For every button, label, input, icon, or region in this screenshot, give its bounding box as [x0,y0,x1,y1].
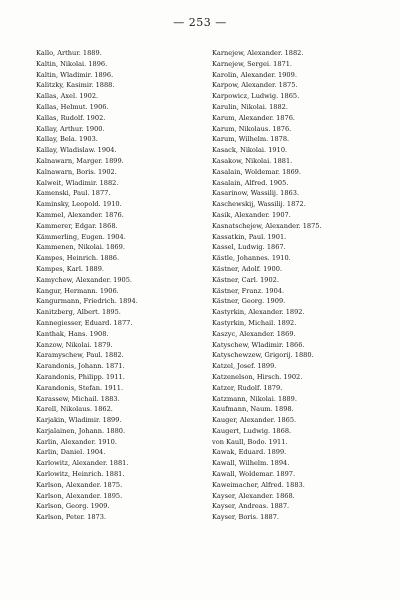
index-entry: Kammerer, Edgar. 1868. [36,221,118,230]
index-entry: Karlson, Alexander. 1895. [36,491,123,500]
index-entry: Karassew, Michail. 1883. [36,394,120,403]
index-entry: Kangurmann, Friedrich. 1894. [36,297,138,306]
index-entry: Kawak, Eduard. 1899. [212,448,287,457]
index-entry: Katzenelson, Hirsch. 1902. [212,372,303,381]
index-entry: Kannegiesser, Eduard. 1877. [36,318,133,327]
index-entry: Kalnawarn, Marger. 1899. [36,156,124,165]
index-entry: Karpow, Alexander. 1875. [212,81,298,90]
index-entry: Karamyschew, Paul. 1882. [36,351,124,360]
index-entry: Kästner, Carl. 1902. [212,275,279,284]
index-entry: Kasalain, Alfred. 1905. [212,178,289,187]
index-entry: Kaszyc, Alexander. 1869. [212,329,296,338]
index-entry: Kayser, Boris. 1887. [212,513,280,522]
index-entry: Karjakin, Wladimir. 1899. [36,416,122,425]
index-entry: Katyschewzew, Grigorij. 1880. [212,351,314,360]
index-entry: Karandonis, Philipp. 1911. [36,372,125,381]
index-entry: Karulin, Nikolai. 1882. [212,102,288,111]
index-entry: Kaltin, Nikolai. 1896. [36,59,108,68]
index-entry: Kaugert, Ludwig. 1868. [212,426,292,435]
index-entry: Karnejew, Alexander. 1882. [212,49,304,57]
index-entry: Kampes, Heinrich. 1886. [36,254,120,263]
index-entry: Kangur, Hermann. 1906. [36,286,119,295]
left-column [36,48,196,523]
index-entry: Kalnawarn, Boris. 1902. [36,167,117,176]
index-entry: Kassatkin, Paul. 1901. [212,232,287,241]
index-entry: Kanzow, Nikolai. 1879. [36,340,113,349]
page-number: — 253 — [173,16,227,29]
index-entry: Karell, Nikolaus. 1862. [36,405,113,414]
index-entry: Kammenen, Nikolai. 1869. [36,243,125,252]
index-entry: Kallay, Arthur. 1900. [36,124,105,133]
index-entry: Karlin, Daniel. 1904. [36,448,106,457]
index-entry: Kallas, Rudolf. 1902. [36,113,106,122]
index-entry: Karum, Wilhelm. 1878. [212,135,290,144]
index-entry: Karolin, Alexander. 1909. [212,70,297,79]
index-entry: Karlin, Alexander. 1910. [36,437,117,446]
index-entry: Kawall, Wilhelm. 1894. [212,459,290,468]
index-entry: Katyschew, Wladimir. 1866. [212,340,305,349]
index-entry: Karlson, Peter. 1873. [36,513,106,522]
index-entry: Katzel, Josef. 1899. [212,362,277,371]
index-entry: Kasack, Nikolai. 1910. [212,146,288,155]
index-entry: Karandonis, Stefan. 1911. [36,383,124,392]
index-entry: Kaweimacher, Alfred. 1883. [212,480,305,489]
index-entry: Karum, Alexander. 1876. [212,113,295,122]
index-entry: Kallay, Wladislaw. 1904. [36,146,117,155]
index-entry: Karnejew, Sergei. 1871. [212,59,293,68]
index-entry: Kaschewskij, Wassilij. 1872. [212,200,306,209]
index-entry: Karum, Nikolaus. 1876. [212,124,292,133]
index-entry: Kayser, Andreas. 1887. [212,502,290,511]
index-entry: Kallo, Arthur. 1889. [36,49,102,57]
right-column [212,48,387,523]
index-entry: Kassel, Ludwig. 1867. [212,243,286,252]
index-entry: Kallas, Helmut. 1906. [36,102,109,111]
index-entry: Karandonis, Johann. 1871. [36,362,125,371]
index-entry: Kamenski, Paul. 1877. [36,189,111,198]
index-entry: Kästner, Adolf. 1900. [212,264,282,273]
index-entry: Kalitzky, Kasimir. 1888. [36,81,115,90]
index-entry: Karjalainen, Johann. 1880. [36,426,126,435]
index-entry: Kaltin, Wladimir. 1896. [36,70,114,79]
index-entry: Kaminsky, Leopold. 1910. [36,200,122,209]
index-entry: Kästner, Franz. 1904. [212,286,285,295]
index-entry: Karlson, Alexander. 1875. [36,480,123,489]
index-entry: Karlowitz, Heinrich. 1881. [36,470,125,479]
index-entry: von Kaull, Bodo. 1911. [212,437,288,446]
index-entry: Kasik, Alexander. 1907. [212,210,291,219]
index-entry: Kayser, Alexander. 1868. [212,491,295,500]
index-entry: Kallay, Bela. 1903. [36,135,98,144]
index-entry: Karlowitz, Alexander. 1881. [36,459,129,468]
index-entry: Kanthak, Hans. 1908. [36,329,109,338]
index-entry: Kasarinow, Wassilij. 1863. [212,189,300,198]
index-entry: Kampes, Karl. 1889. [36,264,104,273]
index-entry: Kastyrkin, Alexander. 1892. [212,308,305,317]
index-entry: Kawall, Woldemar. 1897. [212,470,296,479]
index-entry: Kauger, Alexander. 1865. [212,416,297,425]
index-entry: Karpowicz, Ludwig. 1865. [212,92,300,101]
index-entry: Kalweit, Wladimir. 1882. [36,178,119,187]
index-entry: Kasalain, Woldemar. 1869. [212,167,301,176]
index-entry: Kaufmann, Naum. 1898. [212,405,294,414]
index-entry: Kastyrkin, Michail. 1892. [212,318,297,327]
index-entry: Kammel, Alexander. 1876. [36,210,124,219]
index-entry: Kästner, Georg. 1909. [212,297,286,306]
index-entry: Kallas, Axel. 1902. [36,92,99,101]
index-entry: Kasakow, Nikolai. 1881. [212,156,293,165]
index-entry: Kasnatschejew, Alexander. 1875. [212,221,322,230]
index-entry: Karlson, Georg. 1909. [36,502,110,511]
index-entry: Katzmann, Nikolai. 1889. [212,394,297,403]
index-entry: Kästle, Johannes. 1910. [212,254,291,263]
index-entry: Kanitzberg, Albert. 1895. [36,308,121,317]
index-entry: Kamychew, Alexander. 1905. [36,275,133,284]
index-entry: Kämmerling, Eugen. 1904. [36,232,126,241]
index-entry: Katzer, Rudolf. 1879. [212,383,283,392]
